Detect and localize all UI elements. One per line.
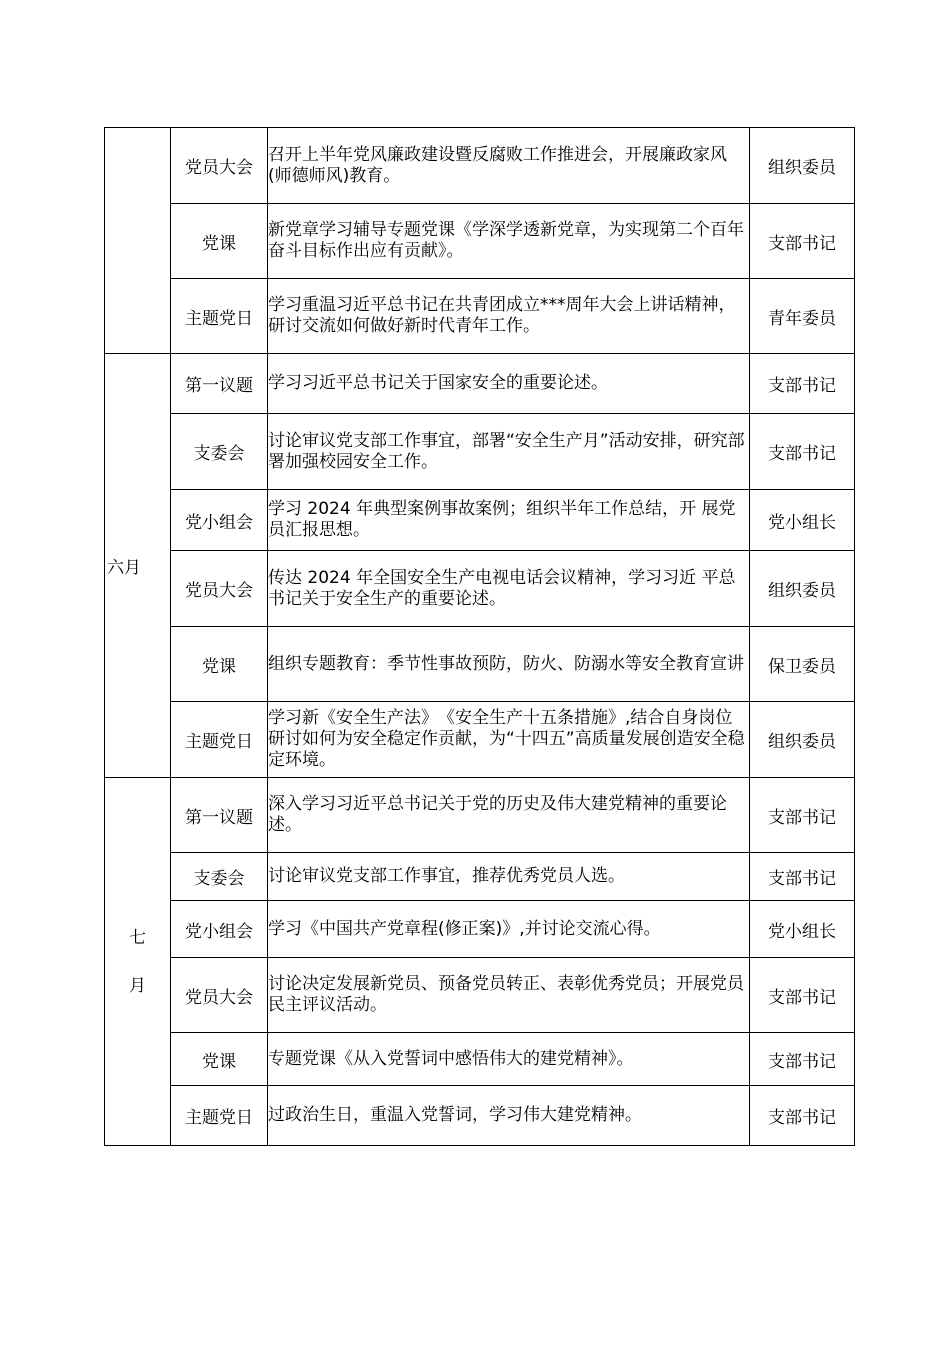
table-row <box>105 958 855 1033</box>
table-row <box>105 853 855 901</box>
month-char: 七 <box>129 927 146 948</box>
activity-content: 学习 2024 年典型案例事故案例；组织半年工作总结，开 展党员汇报思想。 <box>268 490 750 551</box>
activity-content: 传达 2024 年全国安全生产电视电话会议精神，学习习近 平总书记关于安全生产的重要论述。 <box>268 551 750 627</box>
activity-content: 过政治生日，重温入党誓词，学习伟大建党精神。 <box>268 1086 750 1146</box>
activity-content: 讨论审议党支部工作事宜，部署“安全生产月”活动安排，研究部署加强校园安全工作。 <box>268 414 750 490</box>
responsible-person: 支部书记 <box>750 958 855 1033</box>
responsible-person: 支部书记 <box>750 204 855 279</box>
activity-type: 党小组会 <box>171 901 268 958</box>
table-row <box>105 1086 855 1146</box>
responsible-person: 支部书记 <box>750 1033 855 1086</box>
table-row <box>105 354 855 414</box>
activity-type: 党员大会 <box>171 551 268 627</box>
month-cell-june: 六月 <box>105 354 171 778</box>
table-row <box>105 627 855 702</box>
table-row <box>105 901 855 958</box>
responsible-person: 支部书记 <box>750 778 855 853</box>
month-cell-july <box>105 778 171 1146</box>
activity-content: 新党章学习辅导专题党课《学深学透新党章，为实现第二个百年奋斗目标作出应有贡献》。 <box>268 204 750 279</box>
activity-type: 党小组会 <box>171 490 268 551</box>
responsible-person: 支部书记 <box>750 414 855 490</box>
activity-content: 召开上半年党风廉政建设暨反腐败工作推进会，开展廉政家风(师德师风)教育。 <box>268 128 750 204</box>
activity-type: 党课 <box>171 627 268 702</box>
activity-type: 主题党日 <box>171 1086 268 1146</box>
activity-type: 支委会 <box>171 414 268 490</box>
table-row <box>105 778 855 853</box>
work-plan-table <box>104 127 855 1146</box>
month-char: 月 <box>129 975 146 996</box>
activity-content: 讨论审议党支部工作事宜，推荐优秀党员人选。 <box>268 853 750 901</box>
activity-content: 讨论决定发展新党员、预备党员转正、表彰优秀党员；开展党员民主评议活动。 <box>268 958 750 1033</box>
activity-type: 党员大会 <box>171 128 268 204</box>
month-cell <box>105 128 171 354</box>
table-row <box>105 551 855 627</box>
activity-type: 主题党日 <box>171 702 268 778</box>
responsible-person: 支部书记 <box>750 354 855 414</box>
responsible-person: 组织委员 <box>750 551 855 627</box>
activity-type: 主题党日 <box>171 279 268 354</box>
responsible-person: 保卫委员 <box>750 627 855 702</box>
activity-type: 党课 <box>171 204 268 279</box>
responsible-person: 组织委员 <box>750 128 855 204</box>
activity-type: 党员大会 <box>171 958 268 1033</box>
table-row <box>105 702 855 778</box>
activity-content: 组织专题教育：季节性事故预防，防火、防溺水等安全教育宣讲 <box>268 627 750 702</box>
responsible-person: 支部书记 <box>750 853 855 901</box>
activity-type: 党课 <box>171 1033 268 1086</box>
activity-content: 学习重温习近平总书记在共青团成立***周年大会上讲话精神，研讨交流如何做好新时代青年工作。 <box>268 279 750 354</box>
responsible-person: 青年委员 <box>750 279 855 354</box>
activity-content: 学习习近平总书记关于国家安全的重要论述。 <box>268 354 750 414</box>
responsible-person: 组织委员 <box>750 702 855 778</box>
table-row <box>105 279 855 354</box>
activity-type: 第一议题 <box>171 354 268 414</box>
responsible-person: 党小组长 <box>750 901 855 958</box>
table-row <box>105 414 855 490</box>
responsible-person: 支部书记 <box>750 1086 855 1146</box>
activity-type: 支委会 <box>171 853 268 901</box>
activity-type: 第一议题 <box>171 778 268 853</box>
table-row <box>105 128 855 204</box>
responsible-person: 党小组长 <box>750 490 855 551</box>
activity-content: 学习《中国共产党章程(修正案)》,并讨论交流心得。 <box>268 901 750 958</box>
table-row <box>105 490 855 551</box>
activity-content: 学习新《安全生产法》 《安全生产十五条措施》,结合自身岗位研讨如何为安全稳定作贡献，为“十四五”高质量发展创造安全稳定环境。 <box>268 702 750 778</box>
table-row <box>105 204 855 279</box>
table-row <box>105 1033 855 1086</box>
activity-content: 深入学习习近平总书记关于党的历史及伟大建党精神的重要论述。 <box>268 778 750 853</box>
activity-content: 专题党课《从入党誓词中感悟伟大的建党精神》。 <box>268 1033 750 1086</box>
